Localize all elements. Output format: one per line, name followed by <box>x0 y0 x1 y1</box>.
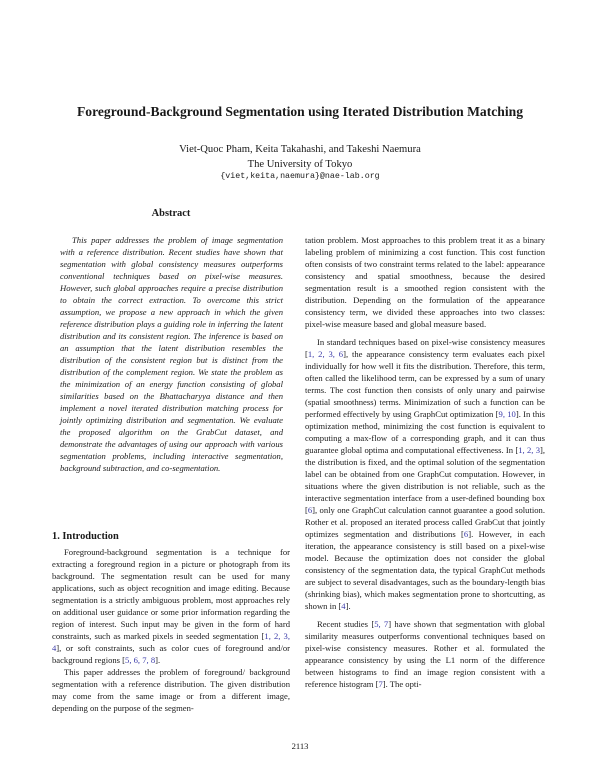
text-run: ]. In this optimization method, minimizing the cost function is equivalent to computing a max-flow of a corresponding graph, and it can thus guarantee global optima and computational effectiveness. In [ <box>305 409 546 455</box>
citation-link[interactable]: 7 <box>378 679 383 689</box>
text-run: ], only one GraphCut calculation cannot guarantee a good solution. Rother et al. proposed an iterated process called GrabCut that jointly optimizes segmentation and distributions [ <box>305 505 545 539</box>
section-heading-introduction: 1. Introduction <box>52 531 119 542</box>
citation-link[interactable]: 1, 2, 3, 4 <box>52 631 290 653</box>
author-block <box>0 142 600 172</box>
paper-title: Foreground-Background Segmentation using Iterated Distribution Matching <box>77 104 523 119</box>
text-run: ]. However, in each iteration, the appearance consistency is still based on a pixel-wise model. Because the optimization does not consider the global consistency of the segmentation data, the typical GraphCut methods are subject to several disadvantages, such as the boundary-length bias (shrinking bias), which makes segmentation prone to shortcutting, as shown in [ <box>305 529 545 611</box>
text-run: ]. The opti- <box>382 679 422 689</box>
citation-link[interactable]: 5, 7 <box>374 619 389 629</box>
citation-link[interactable]: 6 <box>307 505 313 515</box>
right-column <box>305 234 545 690</box>
introduction-text <box>52 546 290 714</box>
citation-link[interactable]: 5, 6, 7, 8 <box>125 655 156 665</box>
affiliation: The University of Tokyo <box>247 159 353 170</box>
abstract-text <box>60 234 283 474</box>
abstract-heading: Abstract <box>151 208 191 219</box>
text-run: ]. <box>155 655 161 665</box>
intro-paragraph-2: This paper addresses the problem of foreground/ background segmentation with a reference distribution. The given distribution may come from the same image or from a different image, depending on the purpose of the segmen- <box>52 667 290 713</box>
text-run: ], the appearance consistency term evaluates each pixel individually for how well it fits the distribution. Therefore, this term, often called the likelihood term, can be expressed by a sum of unary terms. The cost function then consists of only unary and pairwise (spatial smoothness) terms. Minimization of such a function can be performed effectively by using GraphCut optimization [ <box>305 349 545 419</box>
text-run: ], or soft constraints, such as color cues of foreground and/or background regions [ <box>52 643 290 665</box>
citation-link[interactable]: 1, 2, 3 <box>518 445 540 455</box>
right-paragraph-3 <box>305 618 545 690</box>
intro-paragraph-1 <box>52 546 290 666</box>
text-run: In standard techniques based on pixel-wise consistency measures [ <box>305 337 545 359</box>
abstract-paragraph: This paper addresses the problem of image segmentation with a reference distribution. Recent studies have shown that segmentation with global consistency measures outperforms conventional techniques based on pixel-wise measures. However, such global approaches require a precise distribution to obtain the correct extraction. To overcome this strict assumption, we propose a new approach in which the given reference distribution plays a guiding role in inferring the latent distribution and its consistent region. The inference is based on an assumption that the latent distribution resembles the distribution of the consistent region but is distinct from the distribution of the complement region. We state the problem as the minimization of an energy function consisting of global similarities based on the Bhattacharyya distance and then implement a novel iterated distribution matching process for jointly optimizing distribution and segmentation. We evaluate the proposed algorithm on the GrabCut dataset, and demonstrate the advantages of using our approach with various segmentation problems, including interactive segmentation, background subtraction, and co-segmentation. <box>60 235 283 473</box>
text-run: ] have shown that segmentation with global similarity measures outperforms conventional techniques based on pixel-wise consistency measures. Rother et al. formulated the appearance consistency by using the L1 norm of the difference between histograms to find an image region consistent with a reference histogram [ <box>305 619 546 689</box>
right-paragraph-1: tation problem. Most approaches to this problem treat it as a binary labeling problem of minimizing a cost function. This cost function often consists of two constraint terms related to the label: appearance consistency and spatial smoothness, because the desired segmentation result is a smoothed region consistent with the distribution. Depending on the formulation of the appearance consistency term, we divided these approaches into two classes: pixel-wise measure based and global measure based. <box>305 235 545 329</box>
text-run: ]. <box>345 601 351 611</box>
author-emails: {viet,keita,naemura}@nae-lab.org <box>220 172 380 181</box>
text-run: ], the distribution is fixed, and the optimal solution of the segmentation label can be obtained from one GraphCut computation. However, in situations where the given distribution is not reliable, such as the interactive segmentation interface from a user-defined bounding box [ <box>305 445 545 515</box>
text-run: Recent studies [ <box>317 619 375 629</box>
citation-link[interactable]: 1, 2, 3, 6 <box>307 349 344 359</box>
page-number: 2113 <box>291 741 309 751</box>
citation-link[interactable]: 6 <box>463 529 469 539</box>
right-paragraph-2 <box>305 336 545 612</box>
citation-link[interactable]: 4 <box>341 601 346 611</box>
citation-link[interactable]: 9, 10 <box>498 409 516 419</box>
author-names: Viet-Quoc Pham, Keita Takahashi, and Takeshi Naemura <box>179 144 421 155</box>
text-run: Foreground-background segmentation is a technique for extracting a foreground region in a picture or photograph from its background. The segmentation result can be used for many applications, such as object recognition and image editing. Because segmentation is a strictly ambiguous problem, most approaches rely on additional user guidance or some prior information regarding the region of interest. Such input may be given in the form of hard constraints, such as marked pixels in seeded segmentation [ <box>52 547 290 641</box>
